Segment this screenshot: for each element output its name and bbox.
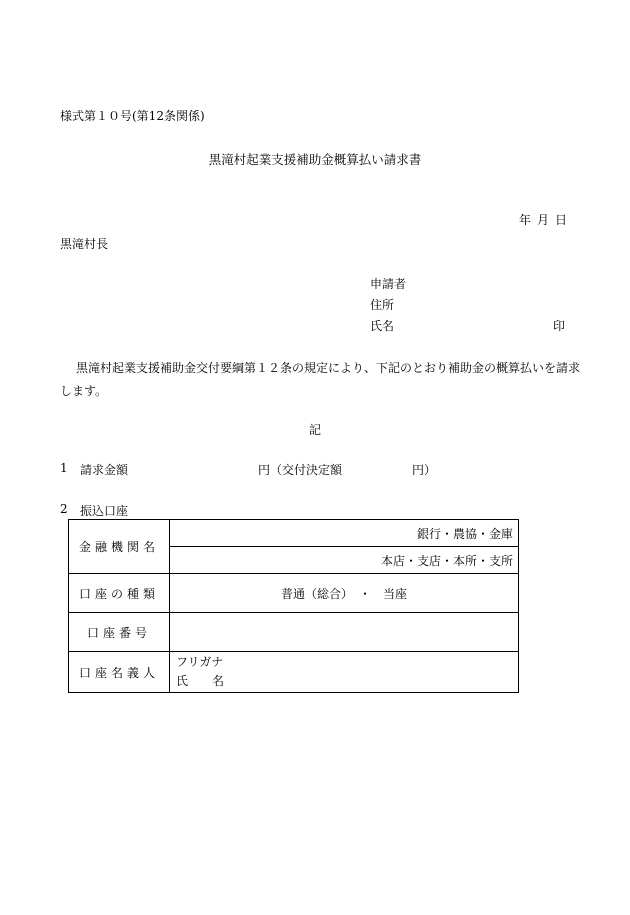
request-amount-yen: 円（交付決定額 (258, 463, 343, 477)
account-holder-field[interactable] (170, 652, 519, 693)
form-number: 様式第１０号(第12条関係) (60, 109, 205, 123)
addressee: 黒滝村長 (60, 237, 109, 251)
decided-amount-yen: 円） (412, 463, 437, 477)
branch-types-cell[interactable]: 本店・支店・本所・支所 (170, 547, 519, 574)
applicant-title: 申請者 (370, 277, 407, 291)
applicant-name-label: 氏名 (370, 319, 395, 333)
account-item-number: 2 (60, 502, 68, 516)
date-day: 日 (555, 213, 568, 227)
request-body-text: 黒滝村起業支援補助金交付要綱第１２条の規定により、下記のとおり補助金の概算払いを請求します。 (60, 361, 581, 398)
holder-name-label: 氏 名 (176, 674, 225, 688)
account-holder-label-cell: 口座名義人 (69, 652, 170, 693)
seal-mark: 印 (553, 319, 566, 333)
request-amount-label: 請求金額 (80, 463, 129, 477)
document-title: 黒滝村起業支援補助金概算払い請求書 (208, 152, 422, 167)
account-number-label-cell: 口座番号 (69, 613, 170, 652)
ki-heading: 記 (308, 423, 321, 437)
date-year: 年 (519, 213, 532, 227)
applicant-address-label: 住所 (370, 298, 395, 312)
date-month: 月 (537, 213, 550, 227)
bank-account-table (68, 519, 519, 693)
account-type-options-cell[interactable]: 普通（総合） ・ 当座 (170, 574, 519, 613)
bank-types-cell[interactable]: 銀行・農協・金庫 (170, 520, 519, 547)
institution-label-cell: 金融機関名 (69, 520, 170, 574)
account-section-label: 振込口座 (80, 504, 129, 518)
furigana-label: フリガナ (176, 655, 224, 669)
request-item-number: 1 (60, 461, 68, 475)
date-line (519, 211, 567, 228)
account-number-field[interactable] (170, 613, 519, 652)
account-type-label-cell: 口座の種類 (69, 574, 170, 613)
